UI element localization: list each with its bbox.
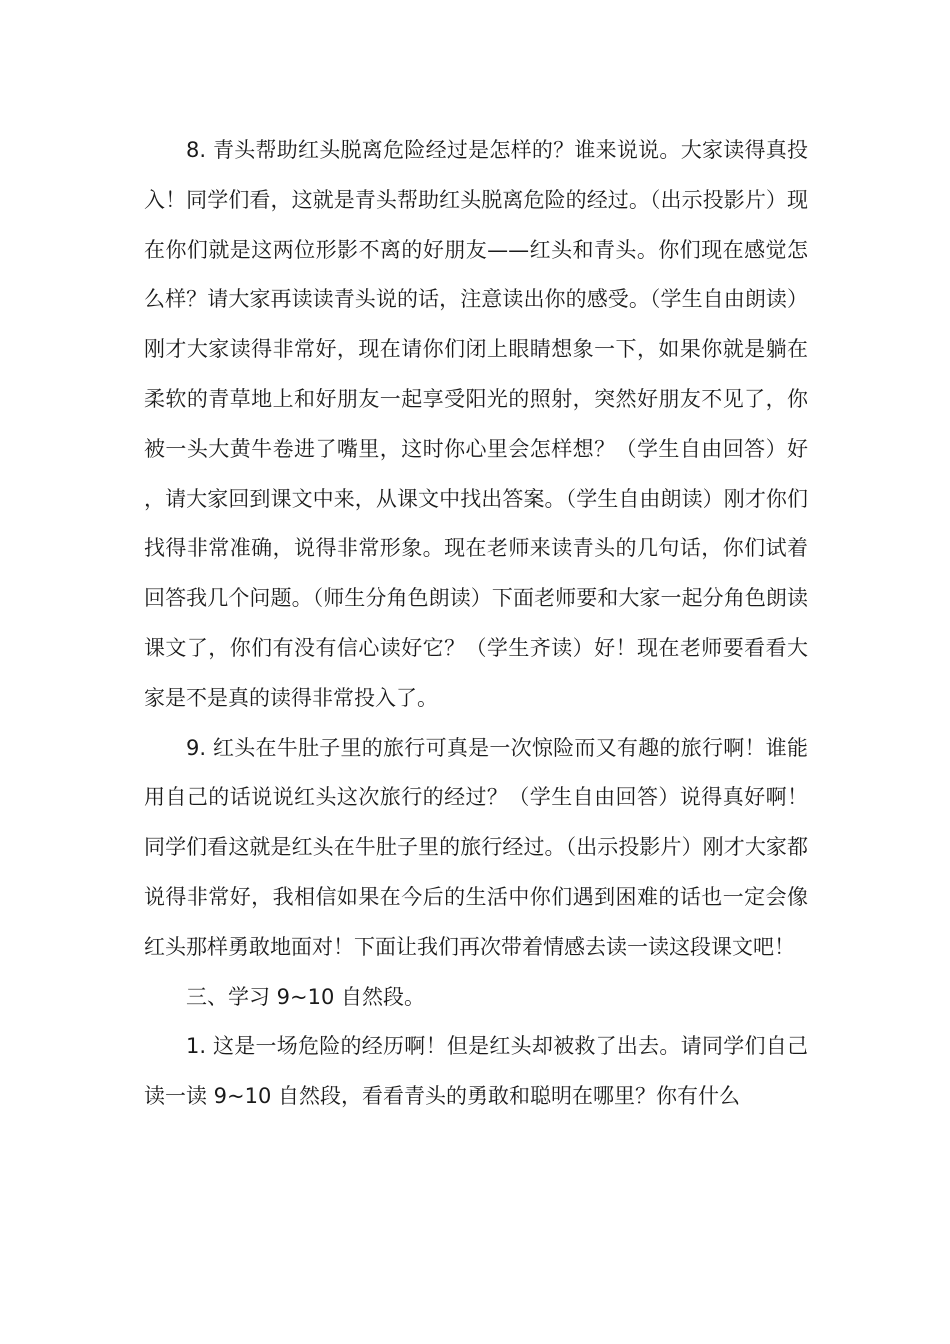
paragraph-9: 9. 红头在牛肚子里的旅行可真是一次惊险而又有趣的旅行啊！谁能用自己的话说说红头这次旅行的经过？（学生自由回答）说得真好啊！同学们看这就是红头在牛肚子里的旅行经过。（出示投影片）刚才大家都说得非常好，我相信如果在今后的生活中你们遇到困难的话也一定会像红头那样勇敢地面对！下面让我们再次带着情感去读一读这段课文吧！ [144, 735, 808, 959]
paragraph-8: 8. 青头帮助红头脱离危险经过是怎样的？谁来说说。大家读得真投入！同学们看，这就是青头帮助红头脱离危险的经过。（出示投影片）现在你们就是这两位形影不离的好朋友——红头和青头。你们现在感觉怎么样？请大家再读读青头说的话，注意读出你的感受。（学生自由朗读）刚才大家读得非常好，现在请你们闭上眼睛想象一下，如果你就是躺在柔软的青草地上和好朋友一起享受阳光的照射，突然好朋友不见了，你被一头大黄牛卷进了嘴里，这时你心里会怎样想？（学生自由回答）好，请大家回到课文中来，从课文中找出答案。（学生自由朗读）刚才你们找得非常准确，说得非常形象。现在老师来读青头的几句话，你们试着回答我几个问题。（师生分角色朗读）下面老师要和大家一起分角色朗读课文了，你们有没有信心读好它？（学生齐读）好！现在老师要看看大家是不是真的读得非常投入了。 [144, 138, 808, 710]
section-heading-3: 三、学习 9~10 自然段。 [186, 984, 426, 1009]
paragraph-1: 1. 这是一场危险的经历啊！但是红头却被救了出去。请同学们自己读一读 9~10 自然段，看看青头的勇敢和聪明在哪里？你有什么 [144, 1034, 808, 1109]
document-body [144, 126, 808, 1122]
